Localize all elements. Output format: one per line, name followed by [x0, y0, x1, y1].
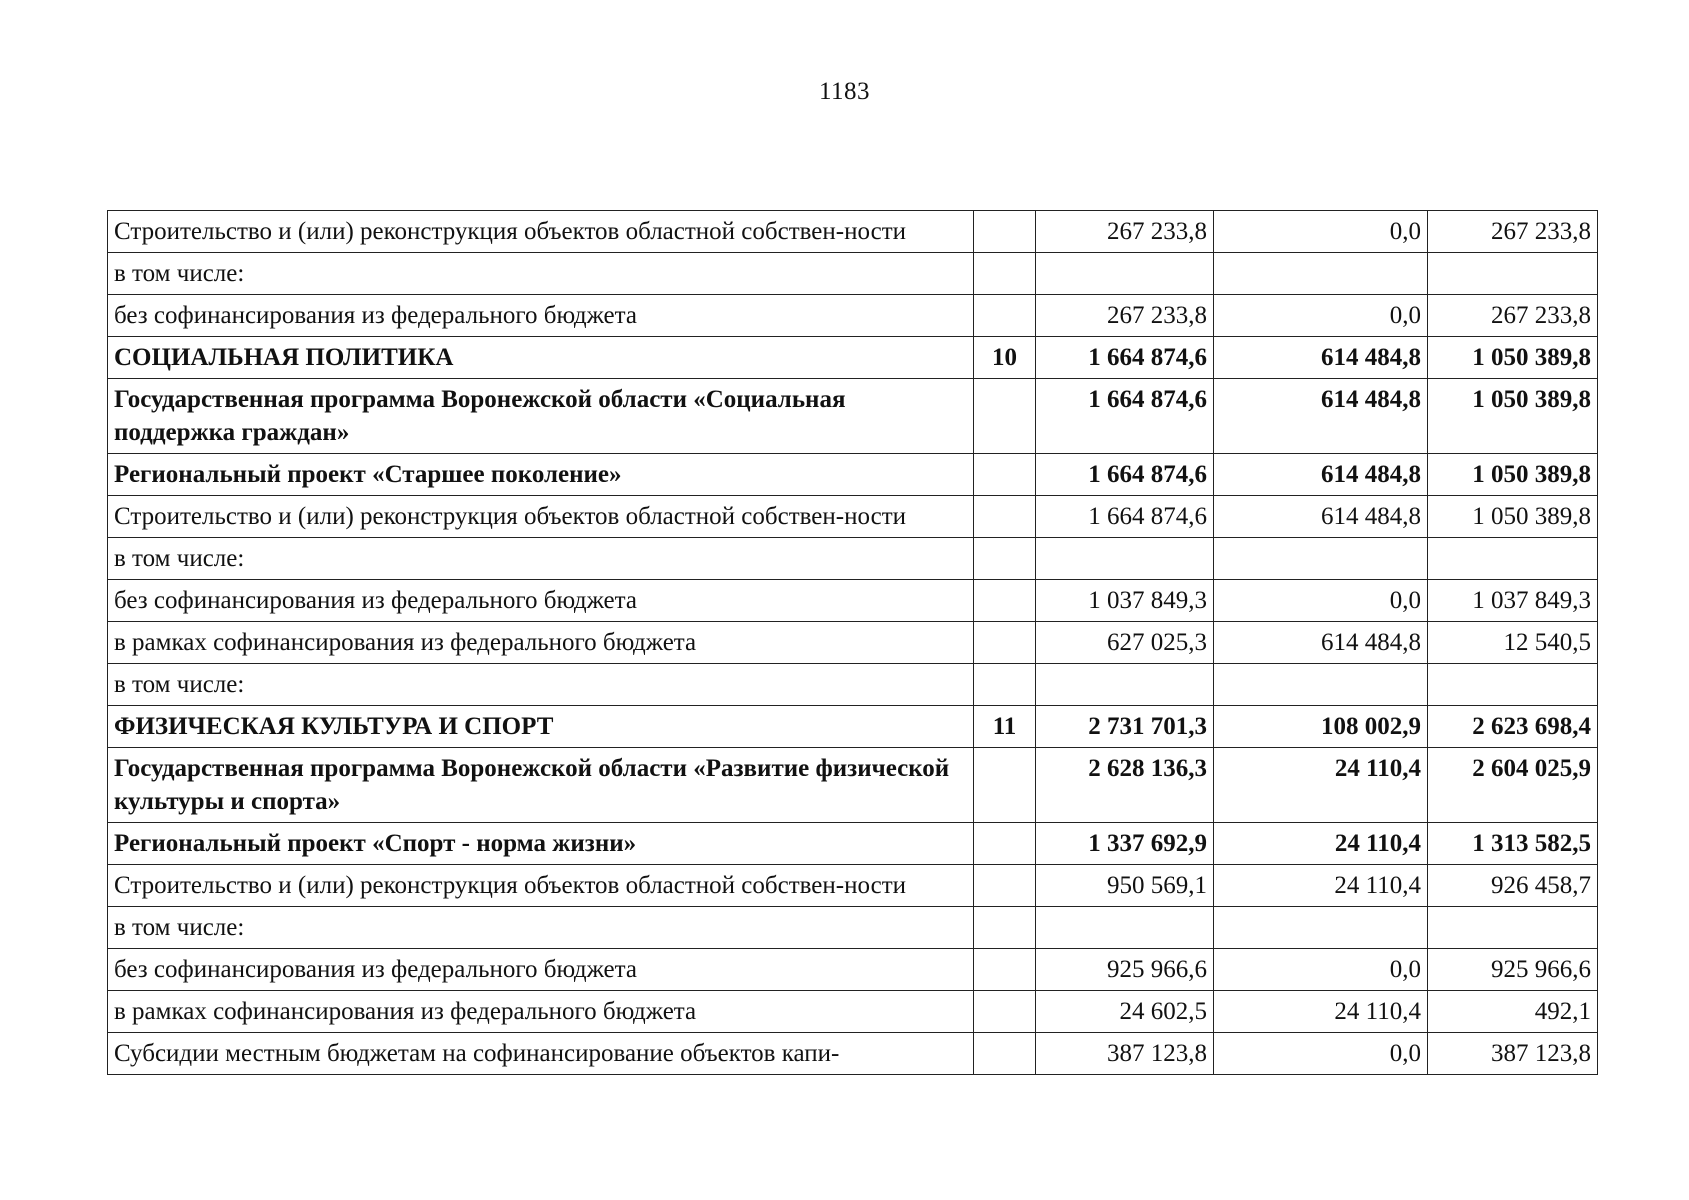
- row-code-cell: [974, 454, 1036, 496]
- row-federal-cell: [1214, 253, 1428, 295]
- row-code-cell: [974, 748, 1036, 823]
- table-row: [108, 337, 1598, 379]
- row-federal-cell: 24 110,4: [1214, 991, 1428, 1033]
- row-code-cell: [974, 211, 1036, 253]
- row-federal-cell: 24 110,4: [1214, 865, 1428, 907]
- row-regional-cell: 1 050 389,8: [1428, 337, 1598, 379]
- row-federal-cell: 614 484,8: [1214, 379, 1428, 454]
- table-row: [108, 706, 1598, 748]
- row-name-cell: Строительство и (или) реконструкция объектов областной собствен-ности: [108, 211, 974, 253]
- row-name-cell: Строительство и (или) реконструкция объектов областной собствен-ности: [108, 496, 974, 538]
- row-name-cell: в рамках софинансирования из федерального бюджета: [108, 622, 974, 664]
- row-regional-cell: 1 037 849,3: [1428, 580, 1598, 622]
- row-federal-cell: [1214, 907, 1428, 949]
- row-federal-cell: [1214, 664, 1428, 706]
- row-name-cell: ФИЗИЧЕСКАЯ КУЛЬТУРА И СПОРТ: [108, 706, 974, 748]
- row-regional-cell: 12 540,5: [1428, 622, 1598, 664]
- row-federal-cell: 0,0: [1214, 949, 1428, 991]
- row-total-cell: 1 664 874,6: [1036, 496, 1214, 538]
- row-federal-cell: 24 110,4: [1214, 748, 1428, 823]
- row-code-cell: [974, 664, 1036, 706]
- row-federal-cell: 0,0: [1214, 1033, 1428, 1075]
- row-name-cell: Субсидии местным бюджетам на софинансирование объектов капи-: [108, 1033, 974, 1075]
- row-total-cell: 2 731 701,3: [1036, 706, 1214, 748]
- table-row: [108, 580, 1598, 622]
- row-federal-cell: [1214, 538, 1428, 580]
- row-regional-cell: 1 313 582,5: [1428, 823, 1598, 865]
- row-total-cell: [1036, 907, 1214, 949]
- table-row: [108, 991, 1598, 1033]
- row-regional-cell: 925 966,6: [1428, 949, 1598, 991]
- table-row: [108, 496, 1598, 538]
- row-name-cell: в том числе:: [108, 538, 974, 580]
- row-code-cell: [974, 253, 1036, 295]
- table-row: [108, 748, 1598, 823]
- row-regional-cell: 267 233,8: [1428, 295, 1598, 337]
- row-code-cell: [974, 907, 1036, 949]
- row-total-cell: 2 628 136,3: [1036, 748, 1214, 823]
- row-name-cell: без софинансирования из федерального бюджета: [108, 295, 974, 337]
- row-code-cell: 11: [974, 706, 1036, 748]
- row-total-cell: 1 664 874,6: [1036, 379, 1214, 454]
- row-total-cell: 1 664 874,6: [1036, 337, 1214, 379]
- page-number: 1183: [818, 78, 871, 105]
- row-federal-cell: 614 484,8: [1214, 622, 1428, 664]
- row-regional-cell: 926 458,7: [1428, 865, 1598, 907]
- row-regional-cell: 2 623 698,4: [1428, 706, 1598, 748]
- table-row: [108, 538, 1598, 580]
- row-federal-cell: 614 484,8: [1214, 337, 1428, 379]
- row-name-cell: в том числе:: [108, 253, 974, 295]
- row-total-cell: [1036, 664, 1214, 706]
- row-code-cell: [974, 295, 1036, 337]
- row-code-cell: [974, 949, 1036, 991]
- row-total-cell: 1 337 692,9: [1036, 823, 1214, 865]
- row-total-cell: 267 233,8: [1036, 295, 1214, 337]
- row-name-cell: в том числе:: [108, 664, 974, 706]
- table-row: [108, 664, 1598, 706]
- row-name-cell: в том числе:: [108, 907, 974, 949]
- table-row: [108, 907, 1598, 949]
- table-row: [108, 622, 1598, 664]
- row-code-cell: [974, 496, 1036, 538]
- table-row: [108, 823, 1598, 865]
- row-total-cell: 1 664 874,6: [1036, 454, 1214, 496]
- row-name-cell: Региональный проект «Спорт - норма жизни»: [108, 823, 974, 865]
- row-total-cell: 387 123,8: [1036, 1033, 1214, 1075]
- row-code-cell: [974, 1033, 1036, 1075]
- row-code-cell: 10: [974, 337, 1036, 379]
- row-federal-cell: 108 002,9: [1214, 706, 1428, 748]
- table-row: [108, 295, 1598, 337]
- row-federal-cell: 0,0: [1214, 295, 1428, 337]
- row-total-cell: 950 569,1: [1036, 865, 1214, 907]
- row-regional-cell: 2 604 025,9: [1428, 748, 1598, 823]
- row-regional-cell: 267 233,8: [1428, 211, 1598, 253]
- row-code-cell: [974, 580, 1036, 622]
- row-name-cell: без софинансирования из федерального бюджета: [108, 949, 974, 991]
- row-name-cell: Региональный проект «Старшее поколение»: [108, 454, 974, 496]
- row-regional-cell: [1428, 253, 1598, 295]
- table-row: [108, 211, 1598, 253]
- row-regional-cell: 1 050 389,8: [1428, 379, 1598, 454]
- row-name-cell: Государственная программа Воронежской области «Развитие физической культуры и спорта»: [108, 748, 974, 823]
- row-regional-cell: [1428, 538, 1598, 580]
- table-row: [108, 379, 1598, 454]
- row-code-cell: [974, 865, 1036, 907]
- row-total-cell: 627 025,3: [1036, 622, 1214, 664]
- table-row: [108, 865, 1598, 907]
- row-regional-cell: 1 050 389,8: [1428, 454, 1598, 496]
- row-total-cell: [1036, 253, 1214, 295]
- row-regional-cell: 492,1: [1428, 991, 1598, 1033]
- row-code-cell: [974, 991, 1036, 1033]
- table-row: [108, 253, 1598, 295]
- row-code-cell: [974, 823, 1036, 865]
- row-total-cell: 24 602,5: [1036, 991, 1214, 1033]
- table-row: [108, 949, 1598, 991]
- row-total-cell: 1 037 849,3: [1036, 580, 1214, 622]
- row-name-cell: без софинансирования из федерального бюджета: [108, 580, 974, 622]
- row-code-cell: [974, 379, 1036, 454]
- row-federal-cell: 614 484,8: [1214, 496, 1428, 538]
- row-code-cell: [974, 622, 1036, 664]
- row-name-cell: Государственная программа Воронежской области «Социальная поддержка граждан»: [108, 379, 974, 454]
- row-regional-cell: [1428, 664, 1598, 706]
- row-total-cell: [1036, 538, 1214, 580]
- budget-table-body: [108, 211, 1598, 1075]
- row-name-cell: в рамках софинансирования из федерального бюджета: [108, 991, 974, 1033]
- table-row: [108, 454, 1598, 496]
- row-total-cell: 925 966,6: [1036, 949, 1214, 991]
- row-federal-cell: 24 110,4: [1214, 823, 1428, 865]
- row-federal-cell: 0,0: [1214, 211, 1428, 253]
- row-regional-cell: 1 050 389,8: [1428, 496, 1598, 538]
- row-name-cell: СОЦИАЛЬНАЯ ПОЛИТИКА: [108, 337, 974, 379]
- table-row: [108, 1033, 1598, 1075]
- row-regional-cell: [1428, 907, 1598, 949]
- row-code-cell: [974, 538, 1036, 580]
- row-federal-cell: 614 484,8: [1214, 454, 1428, 496]
- row-name-cell: Строительство и (или) реконструкция объектов областной собствен-ности: [108, 865, 974, 907]
- row-regional-cell: 387 123,8: [1428, 1033, 1598, 1075]
- row-federal-cell: 0,0: [1214, 580, 1428, 622]
- row-total-cell: 267 233,8: [1036, 211, 1214, 253]
- budget-table: [107, 210, 1598, 1075]
